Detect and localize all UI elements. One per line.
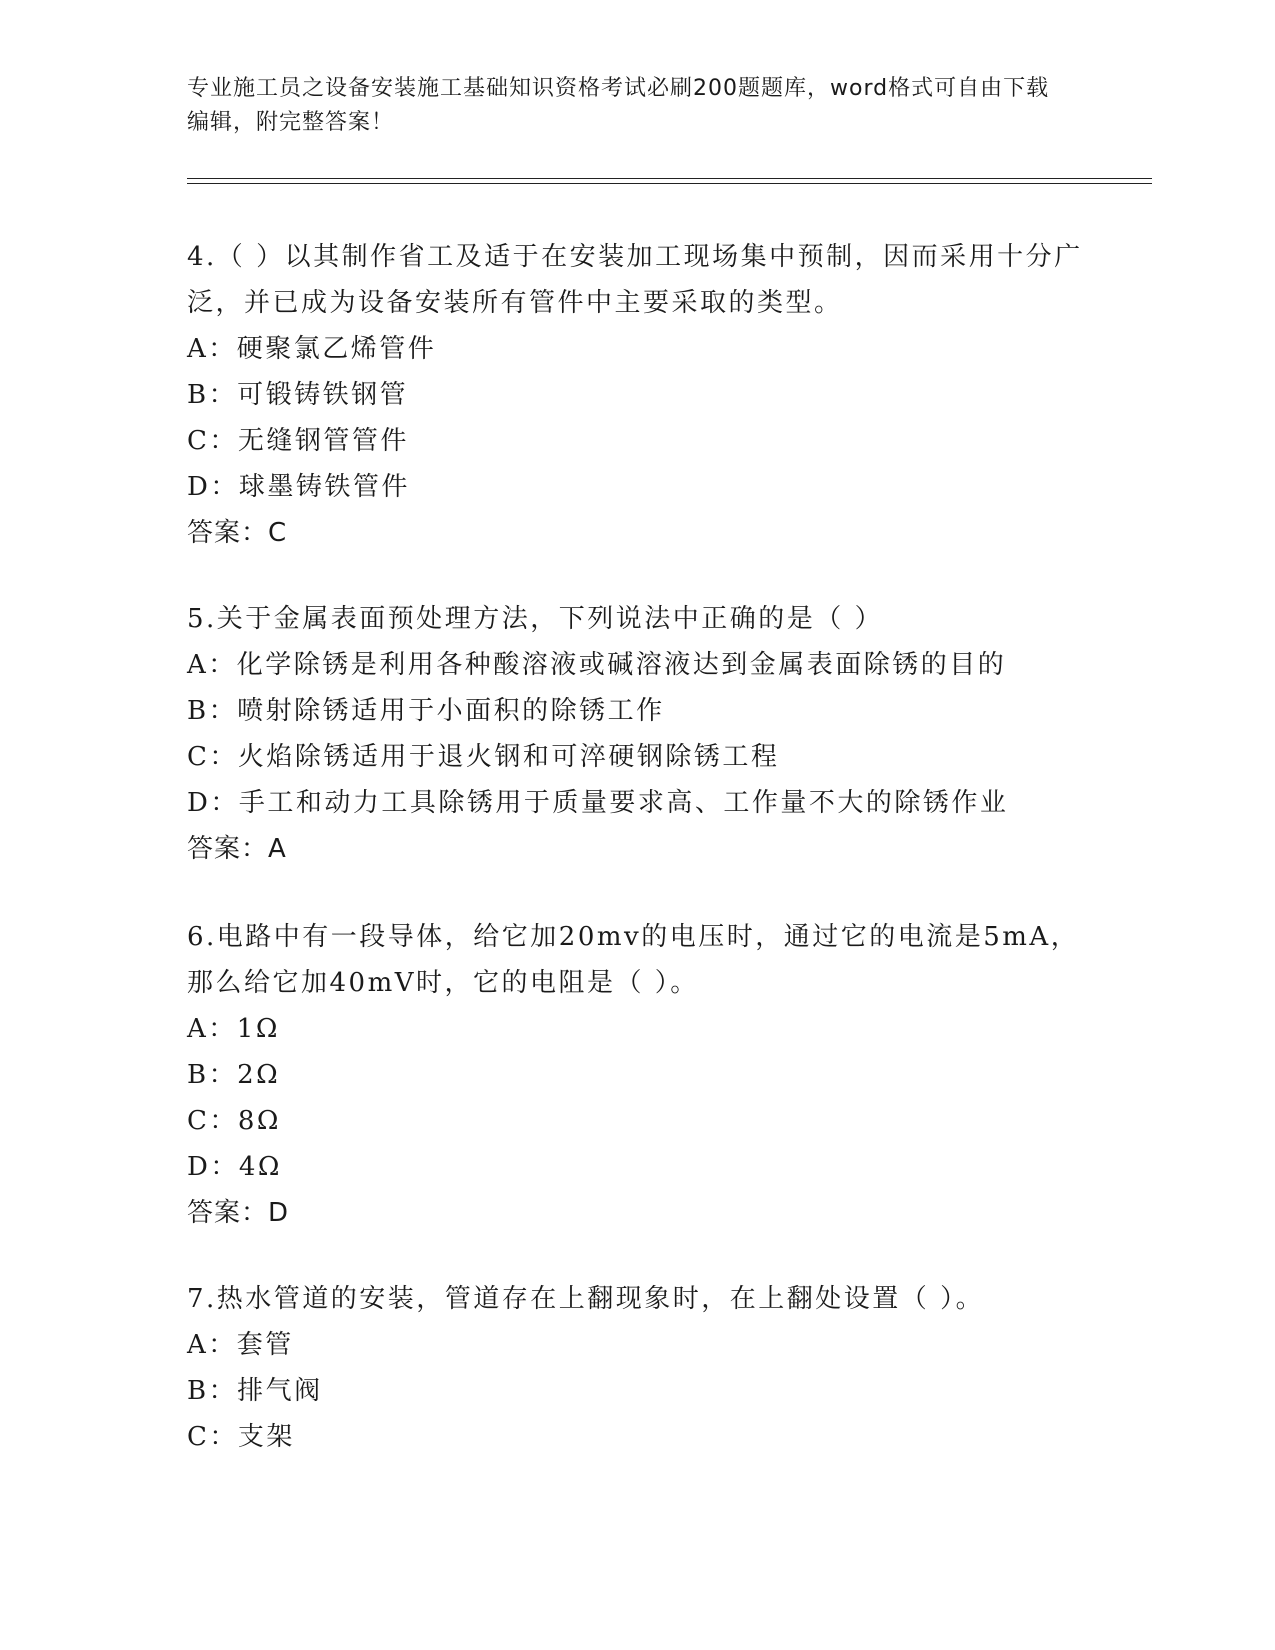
answer: 答案：A (187, 834, 287, 864)
question-stem: 4.（ ）以其制作省工及适于在安装加工现场集中预制，因而采用十分广泛，并已成为设备安装所有管件中主要采取的类型。 (187, 242, 1083, 318)
header-divider-top (187, 178, 1152, 179)
document-header: 专业施工员之设备安装施工基础知识资格考试必刷200题题库，word格式可自由下载编辑，附完整答案！ (187, 76, 1050, 135)
question-5 (187, 596, 1087, 872)
option-c: C：支架 (187, 1422, 295, 1452)
option-b: B：2Ω (187, 1060, 281, 1090)
option-b: B：可锻铸铁钢管 (187, 380, 409, 410)
option-a: A：硬聚氯乙烯管件 (187, 334, 437, 364)
option-b: B：排气阀 (187, 1376, 323, 1406)
option-c: C：火焰除锈适用于退火钢和可淬硬钢除锈工程 (187, 742, 780, 772)
option-a: A：套管 (187, 1330, 294, 1360)
question-4 (187, 234, 1087, 556)
header-divider-bottom (187, 183, 1152, 184)
option-a: A：化学除锈是利用各种酸溶液或碱溶液达到金属表面除锈的目的 (187, 650, 1007, 680)
option-c: C：8Ω (187, 1106, 281, 1136)
question-stem: 5.关于金属表面预处理方法，下列说法中正确的是（ ） (187, 604, 884, 634)
option-a: A：1Ω (187, 1014, 280, 1044)
option-d: D：球墨铸铁管件 (187, 472, 410, 502)
question-6 (187, 914, 1087, 1236)
answer: 答案：C (187, 518, 288, 548)
option-c: C：无缝钢管管件 (187, 426, 409, 456)
question-stem: 6.电路中有一段导体，给它加20mv的电压时，通过它的电流是5mA，那么给它加40mV时，它的电阻是（ ）。 (187, 922, 1080, 998)
question-stem: 7.热水管道的安装，管道存在上翻现象时，在上翻处设置（ ）。 (187, 1284, 985, 1314)
question-7 (187, 1276, 1087, 1460)
option-d: D：4Ω (187, 1152, 282, 1182)
answer: 答案：D (187, 1198, 290, 1228)
option-d: D：手工和动力工具除锈用于质量要求高、工作量不大的除锈作业 (187, 788, 1009, 818)
option-b: B：喷射除锈适用于小面积的除锈工作 (187, 696, 665, 726)
